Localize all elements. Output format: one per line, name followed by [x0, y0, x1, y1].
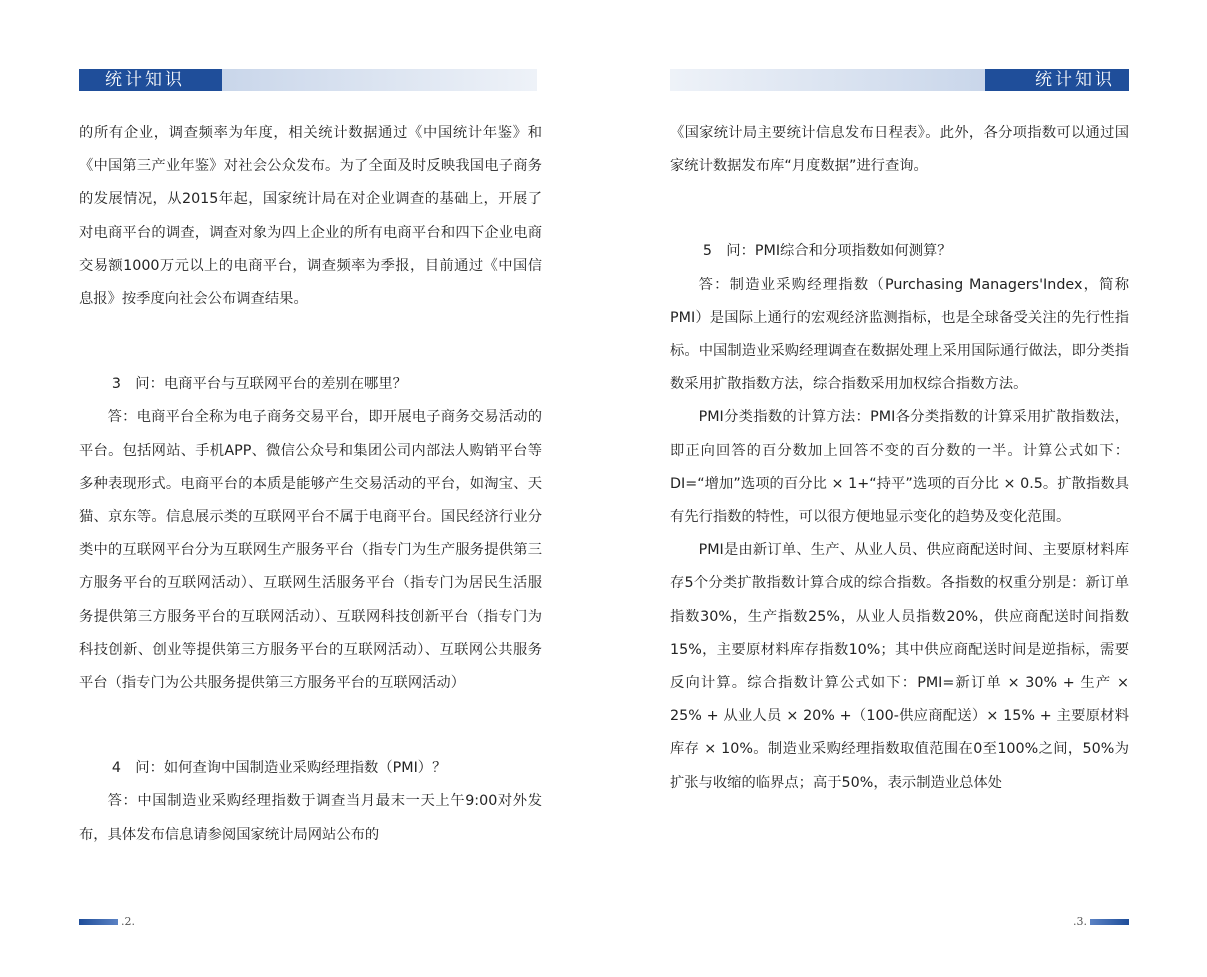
left-page-header-bar: [79, 69, 537, 91]
footer-decoration-bar: [1090, 919, 1129, 925]
right-paragraph-intro: 《国家统计局主要统计信息发布日程表》。此外，各分项指数可以通过国家统计数据发布库“月度数据”进行查询。: [670, 125, 1129, 175]
answer-4: 答：中国制造业采购经理指数于调查当月最末一天上午9:00对外发布，具体发布信息请参阅国家统计局网站公布的: [79, 793, 542, 843]
question-5: 5 问：PMI综合和分项指数如何测算？: [702, 243, 952, 260]
answer-5-paragraph-3: PMI是由新订单、生产、从业人员、供应商配送时间、主要原材料库存5个分类扩散指数计算合成的综合指数。各指数的权重分别是：新订单指数30%，生产指数25%，从业人员指数20%，供应商配送时间指数15%，主要原材料库存指数10%；其中供应商配送时间是逆指标，需要反向计算。综合指数计算公式如下：PMI=新订单 × 30% + 生产 × 25% + 从业人员 × 20% +（100-供应商配送）× 15% + 主要原材料库存 × 10%。制造业采购经理指数取值范围在0至100%之间，50%为扩张与收缩的临界点；高于50%，表示制造业总体处: [670, 542, 1129, 791]
footer-decoration-bar: [79, 919, 118, 925]
right-page-body: [670, 117, 1129, 800]
left-page-header-title: 统计知识: [105, 70, 185, 90]
question-3: 3 问：电商平台与互联网平台的差别在哪里？: [111, 376, 407, 393]
right-page-header-title: 统计知识: [1035, 70, 1115, 90]
page-number-left: .2.: [121, 915, 135, 928]
right-page-header-bar: [670, 69, 1129, 91]
right-page: [670, 0, 1129, 977]
right-page-footer: [670, 915, 1129, 929]
left-page-body: [79, 117, 542, 852]
answer-5-paragraph-2: PMI分类指数的计算方法：PMI各分类指数的计算采用扩散指数法，即正向回答的百分数加上回答不变的百分数的一半。计算公式如下：DI=“增加”选项的百分比 × 1+“持平”选项的百分比 × 0.5。扩散指数具有先行指数的特性，可以很方便地显示变化的趋势及变化范围。: [670, 409, 1129, 526]
answer-5-paragraph-1: 答：制造业采购经理指数（Purchasing Managers'Index，简称PMI）是国际上通行的宏观经济监测指标，也是全球备受关注的先行性指标。中国制造业采购经理调查在数据处理上采用国际通行做法，即分类指数采用扩散指数方法，综合指数采用加权综合指数方法。: [670, 276, 1129, 393]
answer-3: 答：电商平台全称为电子商务交易平台，即开展电子商务交易活动的平台。包括网站、手机APP、微信公众号和集团公司内部法人购销平台等多种表现形式。电商平台的本质是能够产生交易活动的平台，如淘宝、天猫、京东等。信息展示类的互联网平台不属于电商平台。国民经济行业分类中的互联网平台分为互联网生产服务平台（指专门为生产服务提供第三方服务平台的互联网活动）、互联网生活服务平台（指专门为居民生活服务提供第三方服务平台的互联网活动）、互联网科技创新平台（指专门为科技创新、创业等提供第三方服务平台的互联网活动）、互联网公共服务平台（指专门为公共服务提供第三方服务平台的互联网活动）: [79, 409, 542, 692]
question-4: 4 问：如何查询中国制造业采购经理指数（PMI）？: [111, 760, 447, 777]
left-paragraph-intro: 的所有企业，调查频率为年度，相关统计数据通过《中国统计年鉴》和《中国第三产业年鉴》对社会公众发布。为了全面及时反映我国电子商务的发展情况，从2015年起，国家统计局在对企业调查的基础上，开展了对电商平台的调查，调查对象为四上企业的所有电商平台和四下企业电商交易额1000万元以上的电商平台，调查频率为季报，目前通过《中国信息报》按季度向社会公布调查结果。: [79, 125, 542, 308]
left-page: [79, 0, 549, 977]
page-number-right: .3.: [1073, 915, 1087, 928]
